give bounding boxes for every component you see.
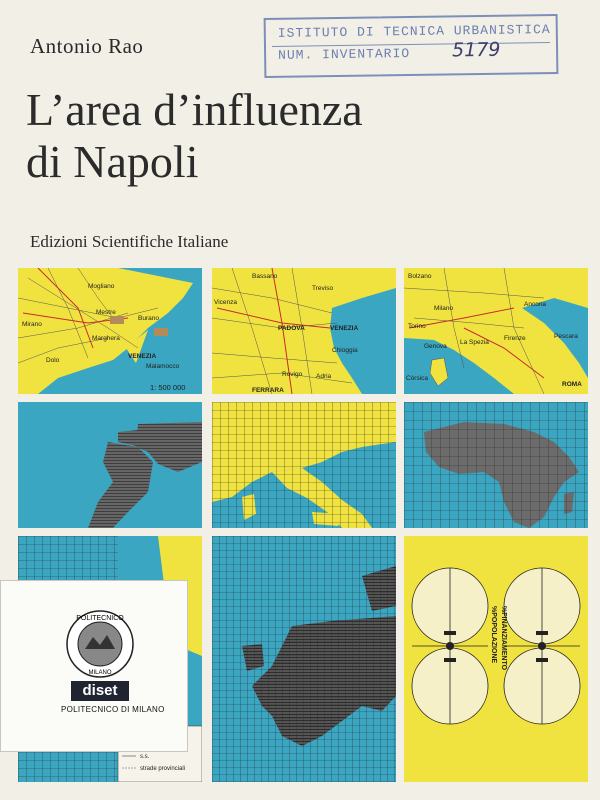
place-label: Marghera — [92, 335, 120, 342]
grid-map-europe — [212, 536, 396, 782]
place-label: VENEZIA — [128, 353, 157, 360]
diagram-label-population: %POPOLAZIONE — [490, 606, 497, 664]
inventory-stamp — [264, 14, 559, 78]
grid-map-africa — [404, 402, 588, 528]
library-label — [0, 580, 188, 752]
place-label: PADOVA — [278, 325, 305, 332]
publisher-name: Edizioni Scientifiche Italiane — [30, 232, 229, 251]
stamp-inventory-number: 5179 — [451, 38, 501, 62]
place-label: Mirano — [22, 321, 42, 328]
place-label: Mogliano — [88, 283, 115, 290]
place-label: FERRARA — [252, 387, 284, 394]
map-scale: 1: 500 000 — [150, 383, 186, 392]
place-label: Ancona — [524, 301, 547, 308]
place-label: Adria — [316, 373, 332, 380]
place-label: Mestre — [96, 309, 116, 316]
place-label: Burano — [138, 315, 159, 322]
seal-text: POLITECNICO — [76, 615, 124, 622]
place-label: ROMA — [562, 381, 582, 388]
title-line-1: L’area d’influenza — [26, 84, 363, 135]
legend-item: s.s. — [140, 754, 150, 760]
map-panel-northern-italy — [404, 268, 588, 394]
place-label: Firenze — [504, 335, 526, 342]
legend-item: strade provinciali — [140, 766, 186, 772]
map-panel-venice-lagoon — [18, 268, 202, 394]
place-label: Torino — [408, 323, 426, 330]
place-label: Dolo — [46, 357, 60, 364]
place-label: Milano — [434, 305, 454, 312]
stamp-line-inventory: NUM. INVENTARIO — [278, 46, 411, 63]
polar-diagram-panel — [404, 536, 588, 782]
place-label: Bolzano — [408, 273, 432, 280]
place-label: Genova — [424, 343, 447, 350]
place-label: Malamocco — [146, 363, 180, 370]
place-label: Pescara — [554, 333, 578, 340]
place-label: Bassano — [252, 273, 278, 280]
seal-city: MILANO — [88, 670, 112, 676]
grid-map-italy — [212, 402, 396, 528]
place-label: Rovigo — [282, 371, 303, 378]
institution-name: POLITECNICO DI MILANO — [61, 705, 165, 714]
place-label: Chioggia — [332, 347, 358, 354]
stamp-divider — [272, 42, 550, 47]
title-line-2: di Napoli — [26, 136, 199, 187]
place-label: Vicenza — [214, 299, 238, 306]
place-label: Còrsica — [406, 375, 429, 382]
book-title — [26, 84, 363, 188]
place-label: La Spezia — [460, 339, 489, 346]
author-name: Antonio Rao — [30, 34, 144, 58]
place-label: VENEZIA — [330, 325, 359, 332]
place-label: Treviso — [312, 285, 334, 292]
map-panel-veneto — [212, 268, 396, 394]
diagram-label-financing: %FINANZIAMENTO — [500, 606, 507, 671]
stamp-line-institute: ISTITUTO DI TECNICA URBANISTICA — [277, 22, 551, 41]
diset-brand: diset — [71, 681, 129, 701]
politecnico-seal-icon — [65, 609, 135, 679]
grid-map-europe-fragment — [18, 402, 202, 528]
